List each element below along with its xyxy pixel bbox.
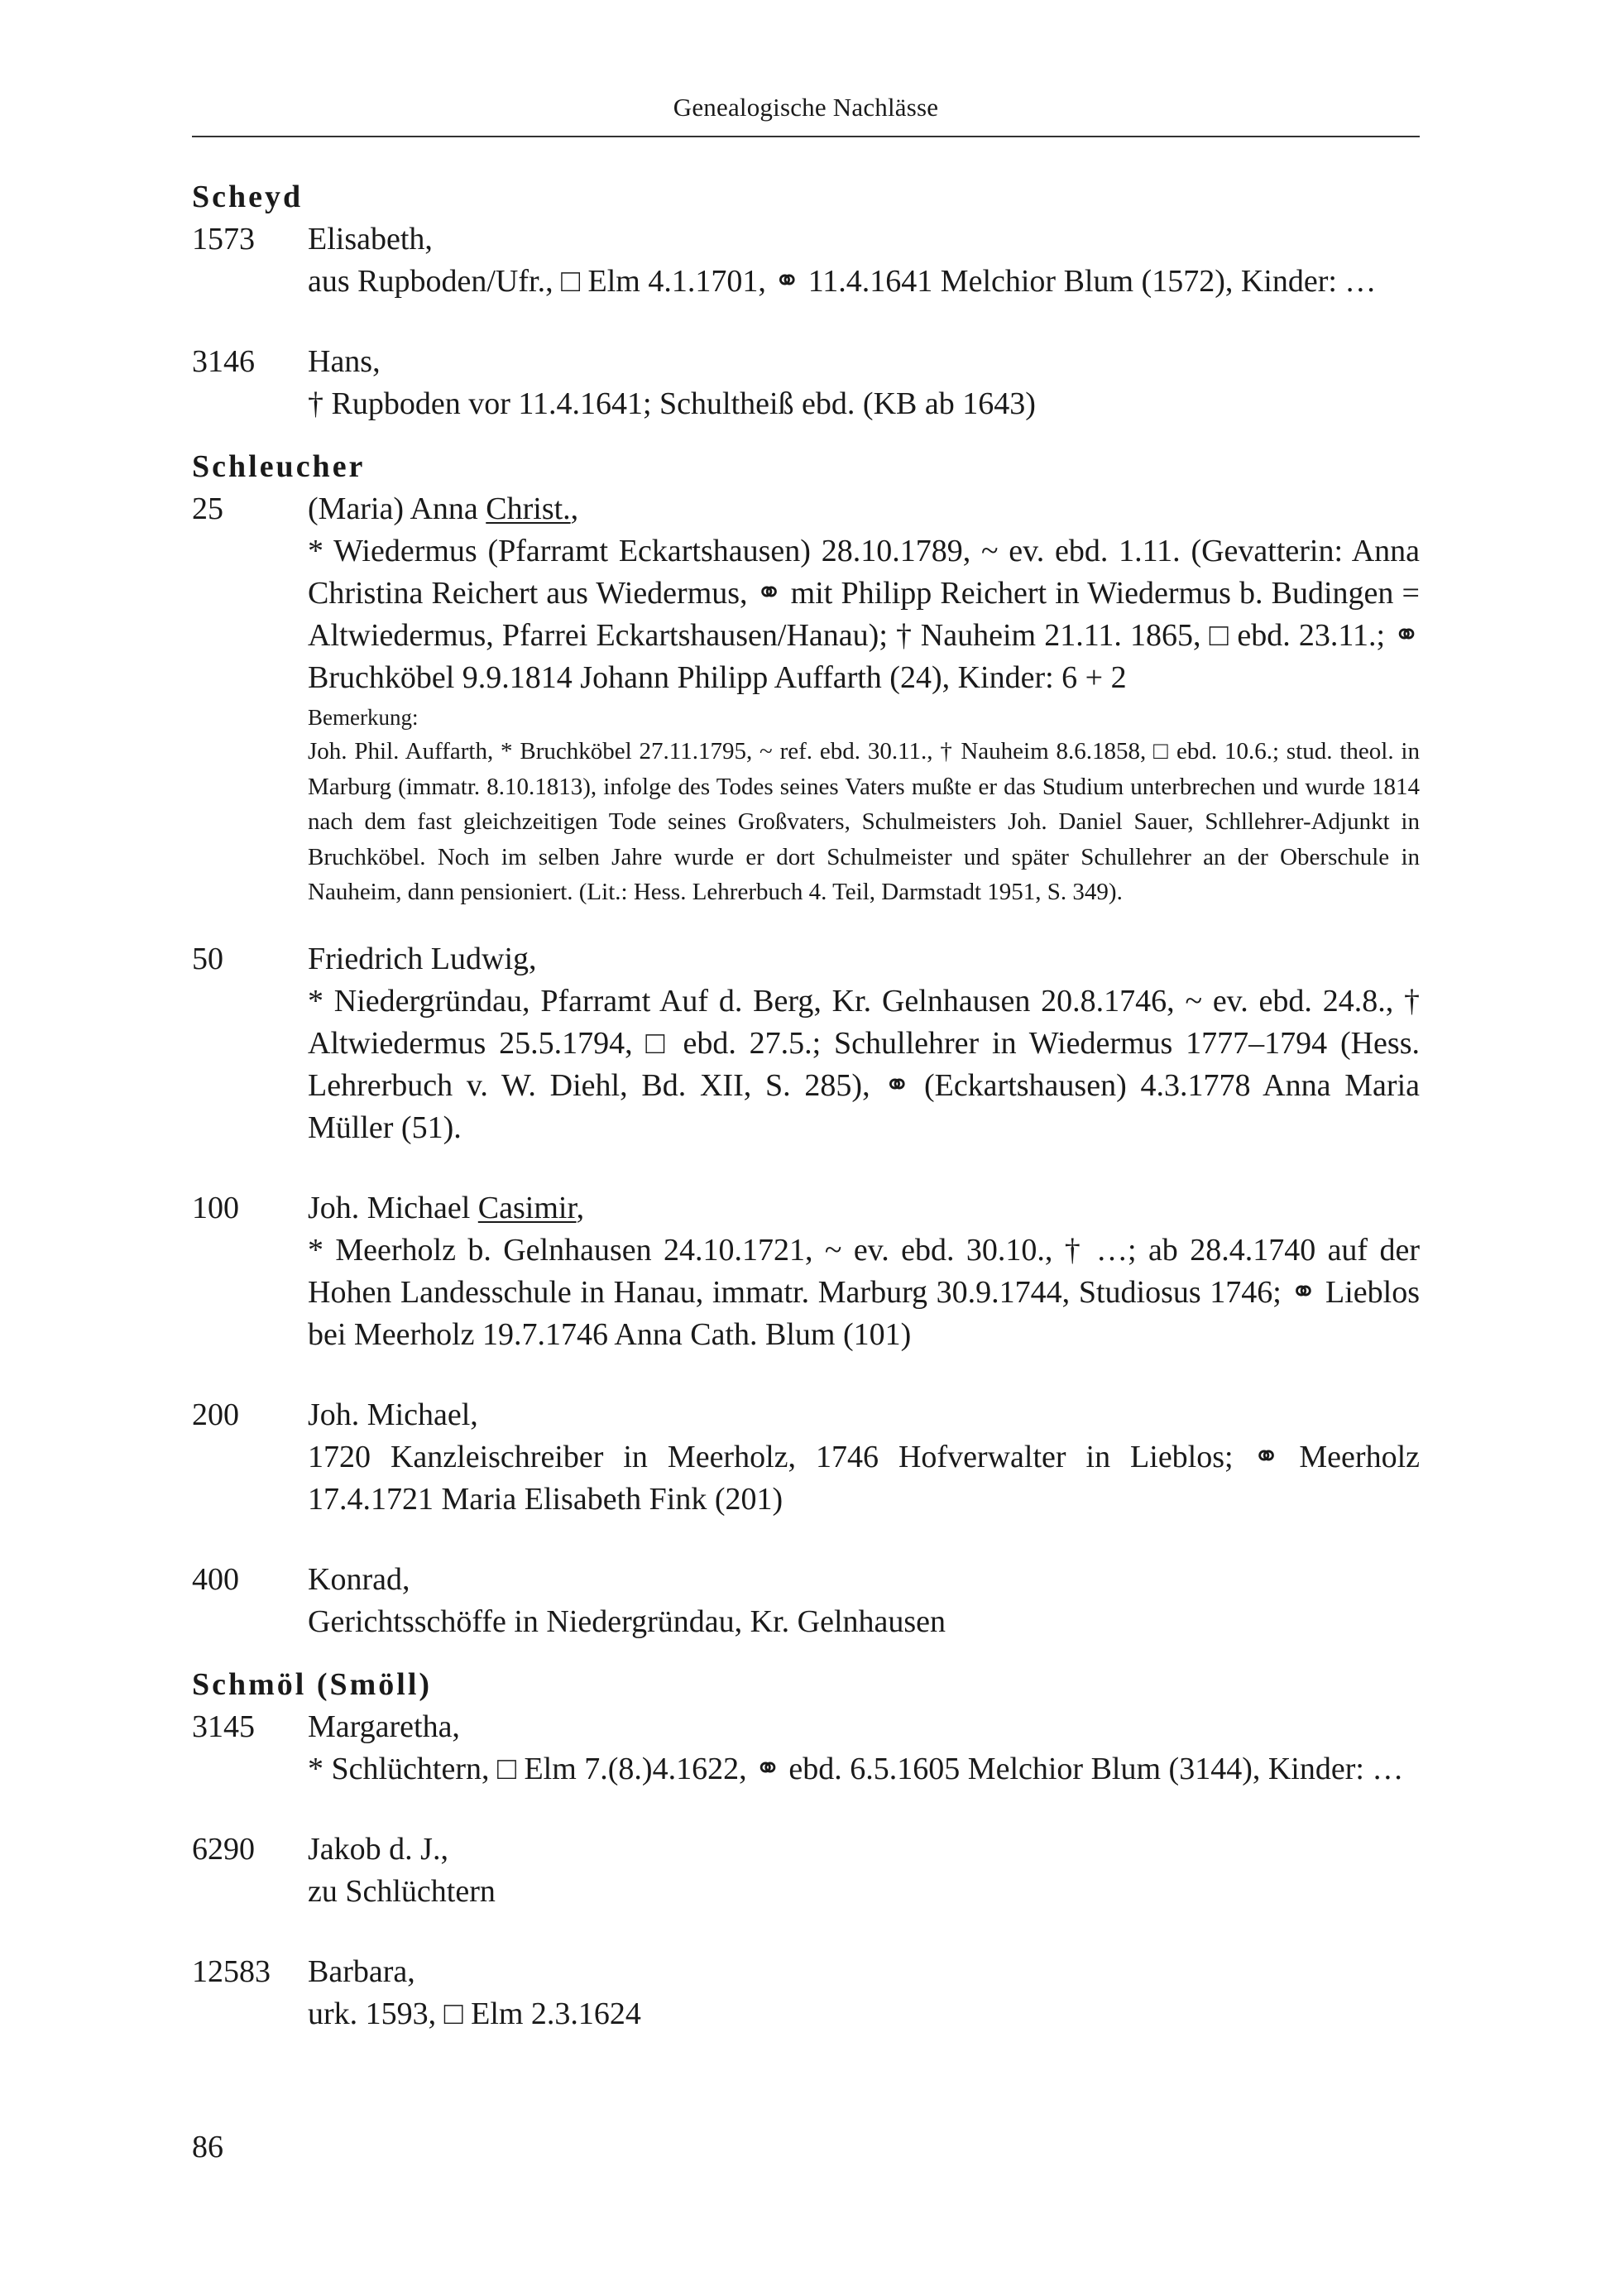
genealogy-entry xyxy=(192,1559,1420,1643)
family-name: Schmöl (Smöll) xyxy=(192,1666,433,1702)
entry-number: 50 xyxy=(192,941,223,976)
entry-text: aus Rupboden/Ufr., □ Elm 4.1.1701, ⚭ 11.4.1641 Melchior Blum (1572), Kinder: … xyxy=(308,264,1377,299)
family-name: Scheyd xyxy=(192,180,304,214)
entry-number: 25 xyxy=(192,491,223,526)
family-name: Schleucher xyxy=(192,449,366,484)
entry-name: Hans, xyxy=(308,344,381,379)
entry-name: Jakob d. J., xyxy=(308,1831,448,1867)
running-title: Genealogische Nachlässe xyxy=(673,93,939,122)
entry-body xyxy=(308,218,1420,303)
genealogy-entry xyxy=(192,218,1420,303)
page-number: 86 xyxy=(192,2130,223,2164)
genealogy-entry xyxy=(192,1829,1420,1913)
genealogy-entry xyxy=(192,1706,1420,1790)
entry-text: * Wiedermus (Pfarramt Eckartshausen) 28.10.1789, ~ ev. ebd. 1.11. (Gevatterin: Anna Christina Reichert aus Wiedermus, ⚭ mit Philipp Reichert in Wiedermus b. Budingen = Altwiedermus, Pfarrei Eckartshausen/Hanau); † Nauheim 21.11. 1865, □ ebd. 23.11.; ⚭ Bruchköbel 9.9.1814 Johann Philipp Auffarth (24), Kinder: 6 + 2 xyxy=(308,534,1420,695)
entry-text: urk. 1593, □ Elm 2.3.1624 xyxy=(308,1996,641,2031)
entry-text: zu Schlüchtern xyxy=(308,1873,496,1909)
entry-number: 1573 xyxy=(192,222,255,256)
entry-name-underlined: Christ. xyxy=(486,491,571,526)
genealogy-entry xyxy=(192,1394,1420,1521)
genealogy-entry xyxy=(192,341,1420,425)
entry-body xyxy=(308,1187,1420,1356)
entry-name: Joh. Michael, xyxy=(308,1397,478,1432)
entry-number: 200 xyxy=(192,1397,239,1432)
entry-name: Elisabeth, xyxy=(308,222,433,256)
entry-name: Barbara, xyxy=(308,1953,415,1989)
genealogy-entry xyxy=(192,1951,1420,2035)
entry-number: 100 xyxy=(192,1190,239,1225)
entry-text: * Niedergründau, Pfarramt Auf d. Berg, Kr. Gelnhausen 20.8.1746, ~ ev. ebd. 24.8., † Altwiedermus 25.5.1794, □ ebd. 27.5.; Schullehrer in Wiedermus 1777–1794 (Hess. Lehrerbuch v. W. Diehl, Bd. XII, S. 285), ⚭ (Eckartshausen) 4.3.1778 Anna Maria Müller (51). xyxy=(308,983,1420,1145)
remark-label: Bemerkung: xyxy=(308,705,419,730)
entry-number: 3146 xyxy=(192,344,255,379)
entry-body xyxy=(308,1706,1420,1790)
entry-number: 6290 xyxy=(192,1831,255,1867)
entry-body xyxy=(308,1951,1420,2035)
entry-body xyxy=(308,938,1420,1149)
entry-text: 1720 Kanzleischreiber in Meerholz, 1746 Hofverwalter in Lieblos; ⚭ Meerholz 17.4.1721 Maria Elisabeth Fink (201) xyxy=(308,1439,1420,1517)
entry-number: 3145 xyxy=(192,1709,255,1744)
entry-name-prefix: (Maria) Anna xyxy=(308,491,486,526)
entry-body xyxy=(308,488,1420,910)
entry-text: * Schlüchtern, □ Elm 7.(8.)4.1622, ⚭ ebd. 6.5.1605 Melchior Blum (3144), Kinder: … xyxy=(308,1751,1404,1786)
genealogy-entry xyxy=(192,938,1420,1149)
entry-body xyxy=(308,341,1420,425)
entry-body xyxy=(308,1829,1420,1913)
entry-text: * Meerholz b. Gelnhausen 24.10.1721, ~ ev. ebd. 30.10., † …; ab 28.4.1740 auf der Hohen Landesschule in Hanau, immatr. Marburg 30.9.1744, Studiosus 1746; ⚭ Lieblos bei Meerholz 19.7.1746 Anna Cath. Blum (101) xyxy=(308,1232,1420,1352)
entry-name xyxy=(308,1187,1420,1229)
entry-name-suffix: , xyxy=(576,1190,585,1225)
header-rule xyxy=(192,136,1420,137)
entry-body xyxy=(308,1394,1420,1521)
entry-name xyxy=(308,488,1420,530)
entry-name: Konrad, xyxy=(308,1561,410,1597)
remark-text: Joh. Phil. Auffarth, * Bruchköbel 27.11.1795, ~ ref. ebd. 30.11., † Nauheim 8.6.1858, □ ebd. 10.6.; stud. theol. in Marburg (immatr. 8.10.1813), infolge des Todes seines Vaters mußte er das Studium unterbrechen und wurde 1814 nach dem fast gleichzeitigen Tode seines Großvaters, Schulmeisters Joh. Daniel Sauer, Schllehrer-Adjunkt in Bruchköbel. Noch im selben Jahre wurde er dort Schulmeister und später Schullehrer an der Oberschule in Nauheim, dann pensioniert. (Lit.: Hess. Lehrerbuch 4. Teil, Darmstadt 1951, S. 349). xyxy=(308,738,1420,905)
entry-name-prefix: Joh. Michael xyxy=(308,1190,478,1225)
family-section-schleucher xyxy=(192,445,1420,1643)
family-section-schmoel xyxy=(192,1663,1420,2035)
entry-body xyxy=(308,1559,1420,1643)
entry-name-suffix: , xyxy=(570,491,579,526)
family-section-scheyd xyxy=(192,175,1420,425)
entry-name-underlined: Casimir xyxy=(477,1190,577,1225)
genealogy-entry xyxy=(192,488,1420,910)
page-content xyxy=(192,175,1420,2073)
entry-name: Friedrich Ludwig, xyxy=(308,941,537,976)
entry-text: Gerichtsschöffe in Niedergründau, Kr. Gelnhausen xyxy=(308,1603,946,1639)
entry-name: Margaretha, xyxy=(308,1709,460,1744)
entry-number: 12583 xyxy=(192,1953,271,1989)
genealogy-entry xyxy=(192,1187,1420,1356)
entry-text: † Rupboden vor 11.4.1641; Schultheiß ebd. (KB ab 1643) xyxy=(308,386,1036,421)
entry-number: 400 xyxy=(192,1561,239,1597)
